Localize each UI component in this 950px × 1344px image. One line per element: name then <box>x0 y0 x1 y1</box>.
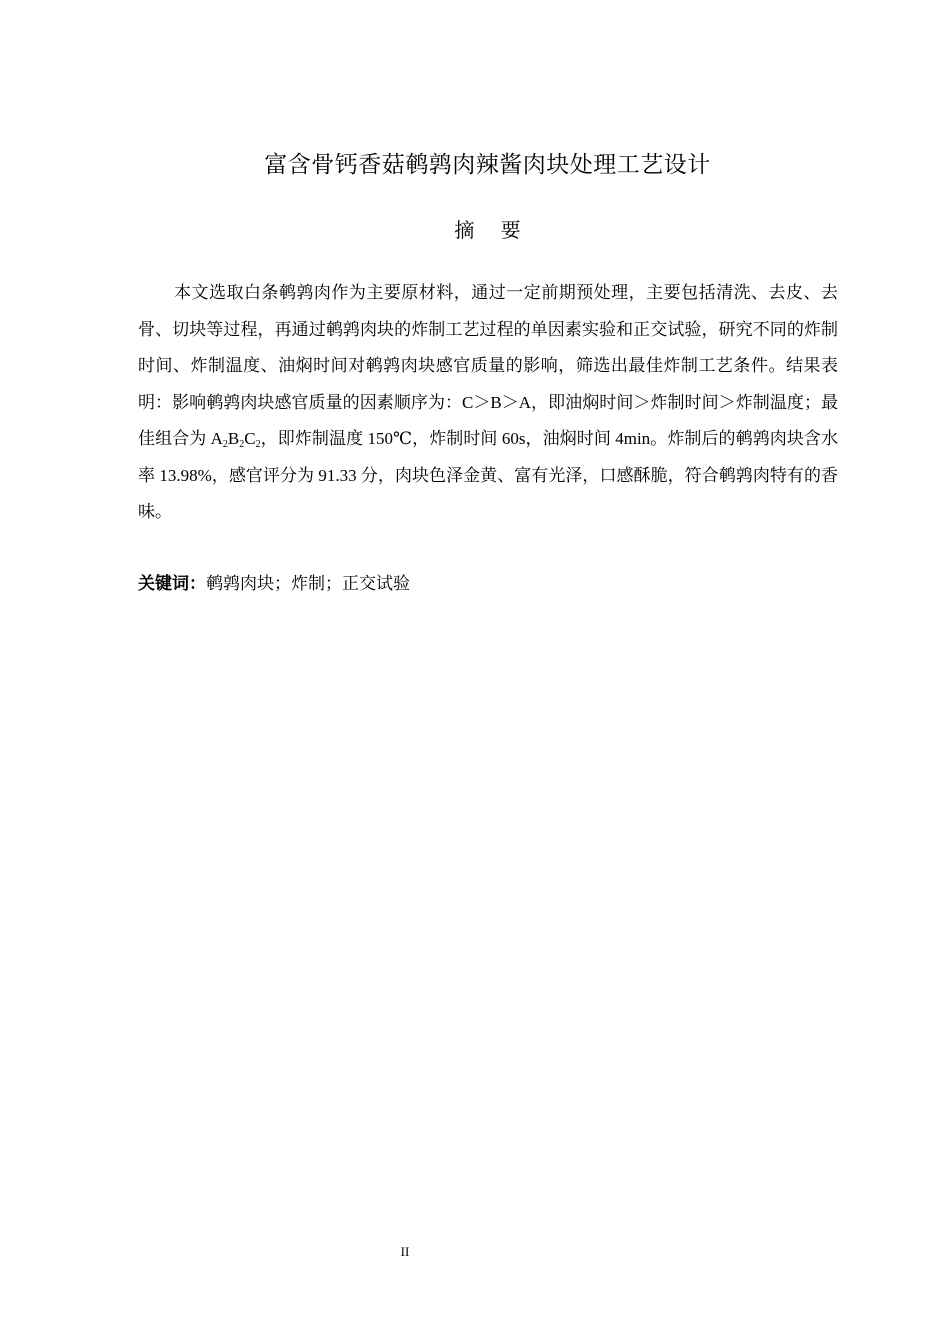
keywords-label: 关键词： <box>138 574 206 594</box>
keywords-text: 鹌鹑肉块；炸制；正交试验 <box>206 574 410 593</box>
keywords-line <box>138 568 838 600</box>
abstract-text-part2: ，即炸制温度 150℃，炸制时间 60s，油焖时间 4min。炸制后的鹌鹑肉块含水率 13.98%，感官评分为 91.33 分，肉块色泽金黄、富有光泽，口感酥脆，符合鹌鹑肉特有的香味。 <box>138 429 839 521</box>
combo-subscript-a: 2 <box>222 439 228 450</box>
combo-b: B <box>227 429 240 448</box>
page-number: II <box>400 1244 410 1259</box>
combo-c: C <box>244 429 256 448</box>
abstract-paragraph <box>138 275 838 531</box>
abstract-text-part1: 本文选取白条鹌鹑肉作为主要原材料，通过一定前期预处理，主要包括清洗、去皮、去骨、切块等过程，再通过鹌鹑肉块的炸制工艺过程的单因素实验和正交试验，研究不同的炸制时间、炸制温度、油焖时间对鹌鹑肉块感官质量的影响，筛选出最佳炸制工艺条件。结果表明：影响鹌鹑肉块感官质量的因素顺序为：C＞B＞A，即油焖时间＞炸制时间＞炸制温度；最佳组合为 <box>138 283 838 448</box>
combo-subscript-c: 2 <box>255 439 261 450</box>
abstract-heading: 摘 要 <box>454 218 531 242</box>
combo-subscript-b: 2 <box>239 439 245 450</box>
document-title: 富含骨钙香菇鹌鹑肉辣酱肉块处理工艺设计 <box>264 152 711 178</box>
combo-a: A <box>210 429 223 448</box>
